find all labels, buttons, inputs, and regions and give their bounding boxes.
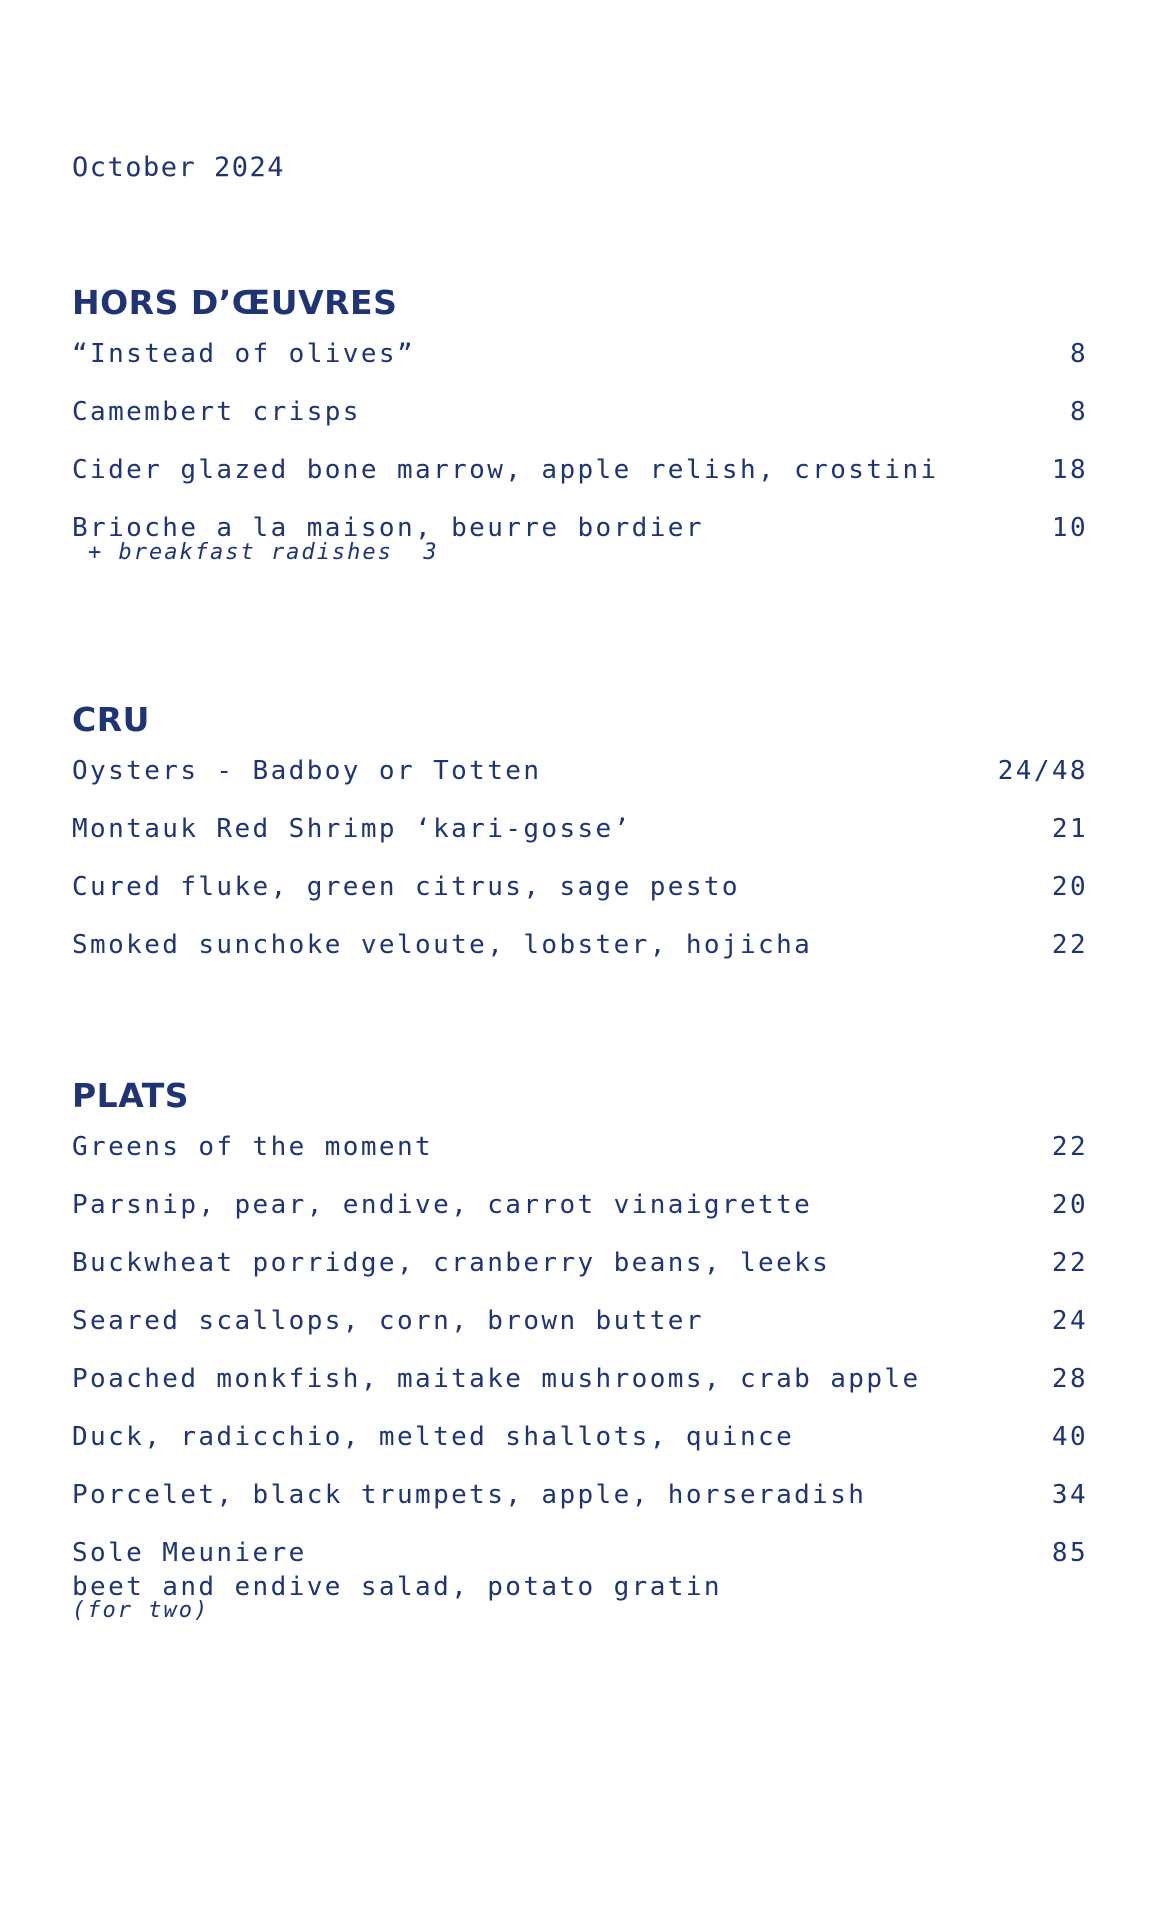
- menu-item: [72, 453, 1088, 487]
- item-price: 10: [1051, 513, 1088, 543]
- item-name: Seared scallops, corn, brown butter: [72, 1306, 704, 1336]
- item-price: 20: [1051, 872, 1088, 902]
- item-price: 22: [1051, 1132, 1088, 1162]
- item-price: 20: [1051, 1190, 1088, 1220]
- item-price: 40: [1051, 1422, 1088, 1452]
- menu-item: [72, 511, 1088, 565]
- item-addon: + breakfast radishes 3: [88, 540, 439, 565]
- menu-item: [72, 1304, 1088, 1338]
- item-name: “Instead of olives”: [72, 339, 416, 369]
- item-name: Cured fluke, green citrus, sage pesto: [72, 872, 740, 902]
- menu-item: [72, 1130, 1088, 1164]
- item-name: Buckwheat porridge, cranberry beans, leeks: [72, 1248, 831, 1278]
- item-price: 28: [1051, 1364, 1088, 1394]
- menu-item: [72, 928, 1088, 962]
- item-name: Duck, radicchio, melted shallots, quince: [72, 1422, 795, 1452]
- menu-item: [72, 337, 1088, 371]
- item-name: Greens of the moment: [72, 1132, 434, 1162]
- item-price: 22: [1051, 930, 1088, 960]
- item-price: 21: [1051, 814, 1088, 844]
- section-title: CRU: [72, 700, 150, 739]
- item-note: (for two): [72, 1598, 210, 1623]
- item-description: beet and endive salad, potato gratin: [72, 1572, 722, 1602]
- menu-item: [72, 870, 1088, 904]
- menu-item: [72, 395, 1088, 429]
- item-price: 24/48: [997, 756, 1088, 786]
- item-name: Montauk Red Shrimp ‘kari-gosse’: [72, 814, 632, 844]
- menu-item: [72, 1362, 1088, 1396]
- item-name: Parsnip, pear, endive, carrot vinaigrette: [72, 1190, 813, 1220]
- item-price: 22: [1051, 1248, 1088, 1278]
- section-title: PLATS: [72, 1076, 189, 1115]
- item-name: Oysters - Badboy or Totten: [72, 756, 542, 786]
- item-name: Cider glazed bone marrow, apple relish, crostini: [72, 455, 939, 485]
- item-price: 8: [1069, 397, 1088, 427]
- menu-item: [72, 1478, 1088, 1512]
- item-name: Camembert crisps: [72, 397, 361, 427]
- section-title: HORS D’ŒUVRES: [72, 283, 398, 322]
- menu-item: [72, 1536, 1088, 1622]
- item-price: 85: [1051, 1538, 1088, 1568]
- section-hors-doeuvres: [72, 283, 1088, 589]
- item-name: Brioche a la maison, beurre bordier: [72, 513, 704, 543]
- menu-item: [72, 754, 1088, 788]
- item-name: Porcelet, black trumpets, apple, horseradish: [72, 1480, 867, 1510]
- section-plats: [72, 1076, 1088, 1646]
- item-name: Smoked sunchoke veloute, lobster, hojicha: [72, 930, 813, 960]
- menu-item: [72, 1188, 1088, 1222]
- item-price: 8: [1069, 339, 1088, 369]
- item-price: 34: [1051, 1480, 1088, 1510]
- menu-item: [72, 1420, 1088, 1454]
- item-name: Poached monkfish, maitake mushrooms, crab apple: [72, 1364, 921, 1394]
- menu-item: [72, 1246, 1088, 1280]
- menu-item: [72, 812, 1088, 846]
- item-price: 24: [1051, 1306, 1088, 1336]
- item-price: 18: [1051, 455, 1088, 485]
- section-cru: [72, 700, 1088, 986]
- menu-date: October 2024: [72, 152, 286, 183]
- item-name: Sole Meuniere: [72, 1538, 307, 1568]
